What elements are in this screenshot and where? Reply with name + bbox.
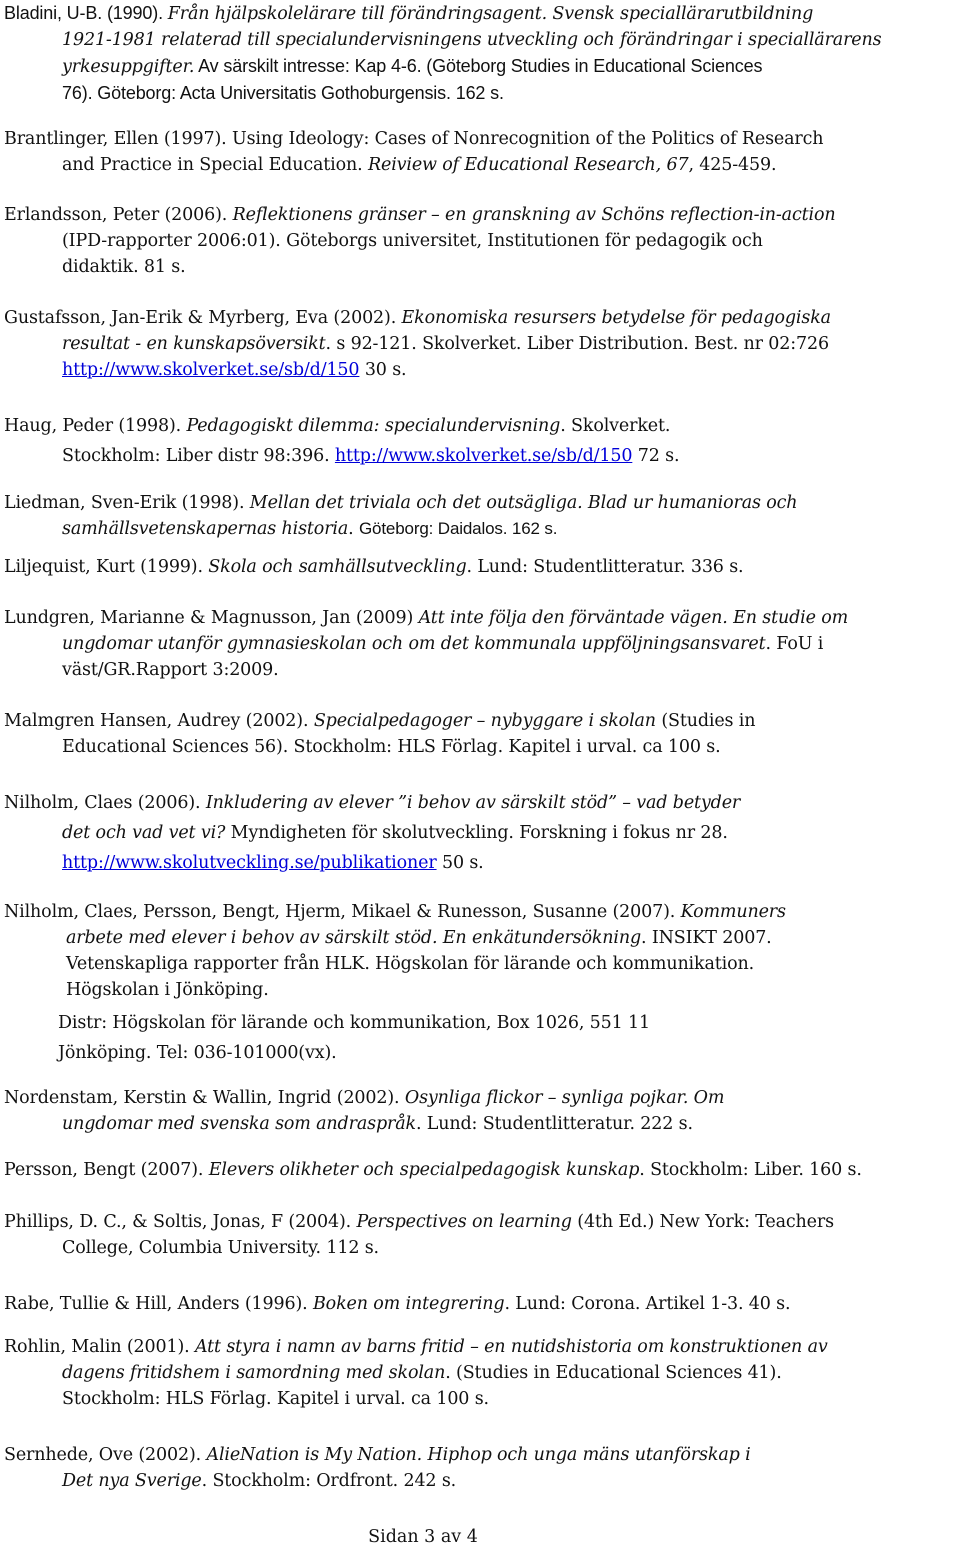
reference-line: Nordenstam, Kerstin & Wallin, Ingrid (2002). Osynliga flickor – synliga pojkar. Om (4, 1088, 725, 1108)
reference-line: 76). Göteborg: Acta Universitatis Gothoburgensis. 162 s. (62, 83, 504, 103)
reference-liedman (4, 490, 952, 542)
reference-nilholm-2006 (4, 790, 952, 876)
reference-journal: Reiview of Educational Research, 67 (367, 155, 689, 175)
reference-line: det och vad vet vi? Myndigheten för skolutveckling. Forskning i fokus nr 28. (62, 823, 728, 843)
reference-line: Liljequist, Kurt (1999). Skola och samhällsutveckling. Lund: Studentlitteratur. 336 s. (4, 557, 744, 577)
reference-title: Pedagogiskt dilemma: specialundervisning (186, 416, 561, 436)
reference-title: Inkludering av elever ”i behov av särskilt stöd” – vad betyder (205, 793, 741, 813)
reference-brantlinger (4, 126, 952, 178)
reference-line: College, Columbia University. 112 s. (62, 1238, 379, 1258)
reference-line: Stockholm: Liber distr 98:396. http://www.skolverket.se/sb/d/150 72 s. (62, 446, 680, 466)
reference-haug (4, 413, 952, 469)
reference-erlandsson (4, 202, 952, 280)
reference-line: Educational Sciences 56). Stockholm: HLS Förlag. Kapitel i urval. ca 100 s. (62, 737, 721, 757)
reference-title: Att inte följa den förväntade vägen. En studie om (418, 608, 849, 628)
reference-rohlin (4, 1334, 952, 1412)
page-number-footer: Sidan 3 av 4 (368, 1527, 478, 1547)
reference-line: (IPD-rapporter 2006:01). Göteborgs universitet, Institutionen för pedagogik och (62, 231, 763, 251)
reference-title: Reflektionens gränser – en granskning av Schöns reflection-in-action (232, 205, 836, 225)
reference-line: Högskolan i Jönköping. (66, 980, 269, 1000)
reference-line: Gustafsson, Jan-Erik & Myrberg, Eva (2002). Ekonomiska resursers betydelse för pedagogiska (4, 308, 831, 328)
reference-bladini (4, 0, 952, 107)
reference-line: didaktik. 81 s. (62, 257, 186, 277)
reference-line: ungdomar med svenska som andraspråk. Lund: Studentlitteratur. 222 s. (62, 1114, 693, 1134)
reference-title: Att styra i namn av barns fritid – en nutidshistoria om konstruktionen av (194, 1337, 828, 1357)
reference-title: Elevers olikheter och specialpedagogisk kunskap (208, 1160, 640, 1180)
reference-line: yrkesuppgifter. Av särskilt intresse: Kap 4-6. (Göteborg Studies in Educational Sciences (62, 56, 763, 77)
reference-liljequist (4, 554, 952, 580)
reference-line: Malmgren Hansen, Audrey (2002). Specialpedagoger – nybyggare i skolan (Studies in (4, 711, 756, 731)
reference-rabe (4, 1291, 952, 1317)
reference-line: resultat - en kunskapsöversikt. s 92-121. Skolverket. Liber Distribution. Best. nr 02:726 (62, 334, 829, 354)
skolverket-link[interactable]: http://www.skolverket.se/sb/d/150 (334, 446, 633, 466)
reference-title: Specialpedagoger – nybyggare i skolan (313, 711, 656, 731)
reference-gustafsson (4, 305, 952, 383)
reference-title: AlieNation is My Nation. Hiphop och unga mäns utanförskap i (206, 1445, 751, 1465)
reference-malmgren (4, 708, 952, 760)
reference-line: Bladini, U-B. (1990). Från hjälpskolelärare till förändringsagent. Svensk speciallärarutbildning (4, 3, 814, 24)
reference-title: Mellan det triviala och det outsägliga. Blad ur humanioras och (249, 493, 798, 513)
reference-line: Det nya Sverige. Stockholm: Ordfront. 242 s. (62, 1471, 457, 1491)
reference-line: Liedman, Sven-Erik (1998). Mellan det triviala och det outsägliga. Blad ur humanioras och (4, 493, 798, 513)
reference-title: Boken om integrering (312, 1294, 505, 1314)
reference-line: Phillips, D. C., & Soltis, Jonas, F (2004). Perspectives on learning (4th Ed.) New York: Teachers (4, 1212, 834, 1232)
reference-sernhede (4, 1442, 952, 1494)
reference-title: Från hjälpskolelärare till förändringsagent. Svensk speciallärarutbildning (167, 4, 814, 24)
reference-title: Skola och samhällsutveckling (208, 557, 467, 577)
reference-line: Nilholm, Claes (2006). Inkludering av elever ”i behov av särskilt stöd” – vad betyder (4, 793, 741, 813)
reference-line: and Practice in Special Education. Reiview of Educational Research, 67, 425-459. (62, 155, 777, 175)
reference-line: väst/GR.Rapport 3:2009. (62, 660, 279, 680)
reference-phillips (4, 1209, 952, 1261)
reference-line: samhällsvetenskapernas historia. Göteborg: Daidalos. 162 s. (62, 519, 558, 539)
reference-line: arbete med elever i behov av särskilt stöd. En enkätundersökning. INSIKT 2007. (66, 928, 772, 948)
reference-nilholm-2007 (4, 899, 952, 1066)
skolverket-link[interactable]: http://www.skolverket.se/sb/d/150 (62, 360, 360, 380)
reference-line: Sernhede, Ove (2002). AlieNation is My Nation. Hiphop och unga mäns utanförskap i (4, 1445, 751, 1465)
reference-line: Persson, Bengt (2007). Elevers olikheter och specialpedagogisk kunskap. Stockholm: Liber. 160 s. (4, 1160, 862, 1180)
reference-lundgren (4, 605, 952, 683)
reference-line: Erlandsson, Peter (2006). Reflektionens gränser – en granskning av Schöns reflection-in-action (4, 205, 836, 225)
reference-line: Distr: Högskolan för lärande och kommunikation, Box 1026, 551 11 (58, 1013, 650, 1033)
reference-line: ungdomar utanför gymnasieskolan och om det kommunala uppföljningsansvaret. FoU i (62, 634, 824, 654)
reference-persson (4, 1157, 952, 1183)
reference-line: Haug, Peder (1998). Pedagogiskt dilemma: specialundervisning. Skolverket. (4, 416, 671, 436)
skolutveckling-link[interactable]: http://www.skolutveckling.se/publikationer (62, 853, 437, 873)
reference-line: http://www.skolutveckling.se/publikationer 50 s. (62, 853, 484, 873)
reference-title: Ekonomiska resursers betydelse för pedagogiska (401, 308, 831, 328)
reference-line: Brantlinger, Ellen (1997). Using Ideology: Cases of Nonrecognition of the Politics of Research (4, 129, 824, 149)
reference-line: Jönköping. Tel: 036-101000(vx). (58, 1043, 337, 1063)
reference-nordenstam (4, 1085, 952, 1137)
reference-line: http://www.skolverket.se/sb/d/150 30 s. (62, 360, 407, 380)
reference-line: Nilholm, Claes, Persson, Bengt, Hjerm, Mikael & Runesson, Susanne (2007). Kommuners (4, 902, 786, 922)
reference-line: dagens fritidshem i samordning med skolan. (Studies in Educational Sciences 41). (62, 1363, 782, 1383)
reference-title: Kommuners (680, 902, 786, 922)
reference-line: 1921-1981 relaterad till specialundervisningens utveckling och förändringar i speciallärarens (62, 30, 882, 50)
reference-line: Lundgren, Marianne & Magnusson, Jan (2009) Att inte följa den förväntade vägen. En studie om (4, 608, 849, 628)
reference-line: Rohlin, Malin (2001). Att styra i namn av barns fritid – en nutidshistoria om konstruktionen av (4, 1337, 828, 1357)
reference-line: Rabe, Tullie & Hill, Anders (1996). Boken om integrering. Lund: Corona. Artikel 1-3. 40 s. (4, 1294, 791, 1314)
reference-line: Stockholm: HLS Förlag. Kapitel i urval. ca 100 s. (62, 1389, 489, 1409)
reference-title: Osynliga flickor – synliga pojkar. Om (404, 1088, 725, 1108)
reference-title: Perspectives on learning (356, 1212, 572, 1232)
reference-line: Vetenskapliga rapporter från HLK. Högskolan för lärande och kommunikation. (66, 954, 754, 974)
